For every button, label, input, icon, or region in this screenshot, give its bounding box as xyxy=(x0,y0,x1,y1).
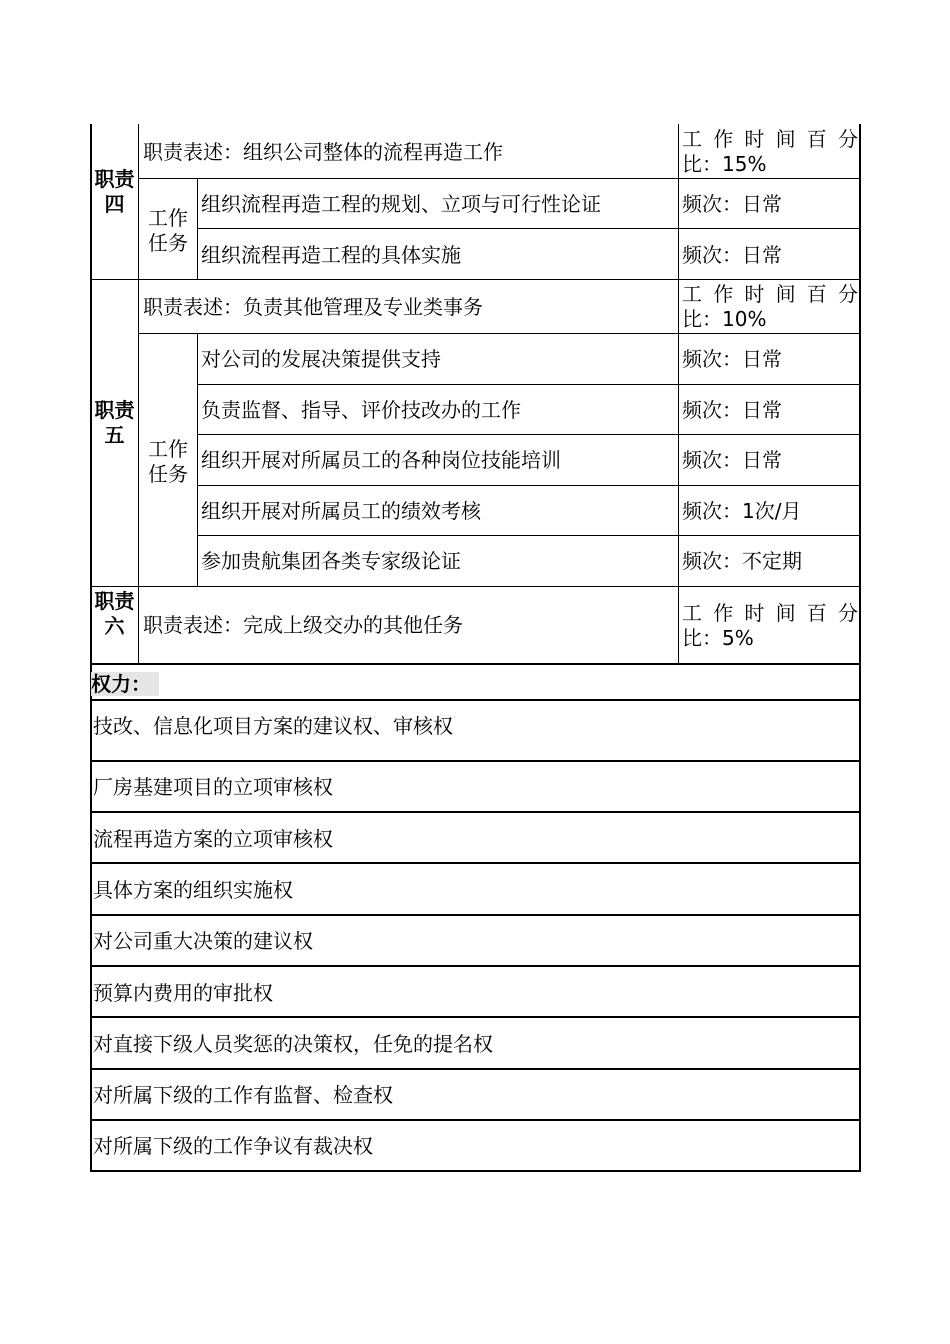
duty-label: 职责四 xyxy=(94,167,135,216)
duty-label: 职责六 xyxy=(94,589,135,638)
duty-statement-row xyxy=(143,295,483,319)
power-item: 流程再造方案的立项审核权 xyxy=(93,827,333,851)
task-frequency: 频次：日常 xyxy=(682,398,782,422)
power-item: 厂房基建项目的立项审核权 xyxy=(93,775,333,799)
power-item: 对直接下级人员奖惩的决策权，任免的提名权 xyxy=(93,1032,493,1056)
task-text: 组织流程再造工程的规划、立项与可行性论证 xyxy=(201,192,601,216)
task-frequency: 频次：日常 xyxy=(682,192,782,216)
duty-statement: 负责其他管理及专业类事务 xyxy=(243,295,483,319)
task-frequency: 频次：1次/月 xyxy=(682,499,802,523)
time-percentage: 工 作 时 间 百 分 比：5% xyxy=(682,601,858,650)
task-text: 参加贵航集团各类专家级论证 xyxy=(201,549,461,573)
power-item: 技改、信息化项目方案的建议权、审核权 xyxy=(93,714,453,738)
time-value: 10% xyxy=(722,307,767,331)
statement-prefix: 职责表述： xyxy=(143,613,243,637)
task-text: 负责监督、指导、评价技改办的工作 xyxy=(201,398,521,422)
task-text: 组织流程再造工程的具体实施 xyxy=(201,243,461,267)
task-frequency: 频次：日常 xyxy=(682,243,782,267)
duty-statement-row xyxy=(143,140,503,164)
task-label: 工作任务 xyxy=(148,206,188,255)
powers-title: 权力： xyxy=(91,672,159,696)
time-label: 工 作 时 间 百 分 xyxy=(682,127,858,151)
time-value: 15% xyxy=(722,152,767,176)
statement-prefix: 职责表述： xyxy=(143,140,243,164)
task-frequency: 频次：日常 xyxy=(682,347,782,371)
time-value: 5% xyxy=(722,626,754,650)
power-item: 预算内费用的审批权 xyxy=(93,981,273,1005)
power-item: 对所属下级的工作有监督、检查权 xyxy=(93,1083,393,1107)
time-percentage: 工 作 时 间 百 分 比：10% xyxy=(682,282,858,331)
duty-statement-row xyxy=(143,613,463,637)
statement-prefix: 职责表述： xyxy=(143,295,243,319)
power-item: 对所属下级的工作争议有裁决权 xyxy=(93,1134,373,1158)
duty-label: 职责五 xyxy=(94,398,135,447)
power-item: 具体方案的组织实施权 xyxy=(93,878,293,902)
task-text: 组织开展对所属员工的绩效考核 xyxy=(201,499,481,523)
time-label: 工 作 时 间 百 分 xyxy=(682,601,858,625)
power-item: 对公司重大决策的建议权 xyxy=(93,929,313,953)
duty-statement: 组织公司整体的流程再造工作 xyxy=(243,140,503,164)
task-text: 组织开展对所属员工的各种岗位技能培训 xyxy=(201,448,561,472)
task-text: 对公司的发展决策提供支持 xyxy=(201,347,441,371)
task-frequency: 频次：不定期 xyxy=(682,549,802,573)
task-label: 工作任务 xyxy=(148,437,188,486)
time-percentage: 工 作 时 间 百 分 比：15% xyxy=(682,127,858,176)
task-frequency: 频次：日常 xyxy=(682,448,782,472)
time-label: 工 作 时 间 百 分 xyxy=(682,282,858,306)
duty-statement: 完成上级交办的其他任务 xyxy=(243,613,463,637)
